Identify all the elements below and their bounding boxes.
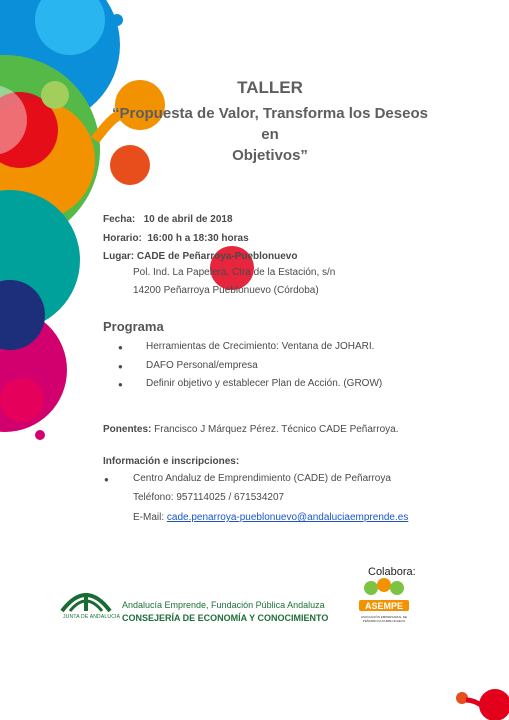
asempe-logo: [357, 578, 411, 618]
bullet-icon: ●: [118, 362, 123, 371]
bullet-icon: ●: [118, 380, 123, 389]
lugar-row: [103, 251, 297, 262]
ponentes-label: Ponentes:: [103, 424, 152, 435]
andalucia-emprende-text: Andalucía Emprende, Fundación Pública Andaluza: [122, 600, 325, 610]
horario-row: [103, 233, 249, 244]
consejeria-text: CONSEJERÍA DE ECONOMÍA Y CONOCIMIENTO: [122, 613, 329, 623]
fecha-label: Fecha:: [103, 214, 136, 225]
programa-item: Definir objetivo y establecer Plan de Acción. (GROW): [146, 378, 383, 389]
programa-item: DAFO Personal/empresa: [146, 360, 258, 371]
info-heading-text: Información e inscripciones:: [103, 456, 240, 467]
colabora-label: Colabora:: [368, 566, 416, 578]
junta-andalucia-logo: [58, 585, 114, 617]
programa-item: Herramientas de Crecimiento: Ventana de JOHARI.: [146, 341, 375, 352]
email-label: E-Mail:: [133, 512, 165, 523]
email-link[interactable]: cade.penarroya-pueblonuevo@andaluciaemprende.es: [166, 512, 409, 523]
asempe-subtitle: ASOCIACIÓN EMPRESARIAL DE PEÑARROYA-PUEBLONUEVO: [361, 615, 407, 623]
asempe-logo-text: ASEMPE: [364, 601, 404, 611]
info-telefono: Teléfono: 957114025 / 671534207: [133, 492, 285, 503]
bullet-icon: ●: [104, 475, 109, 484]
fecha-row: [103, 214, 233, 225]
address-line-1: Pol. Ind. La Papelera, Ctra de la Estación, s/n: [133, 267, 336, 278]
bullet-icon: ●: [118, 343, 123, 352]
subtitle-line-1: “Propuesta de Valor, Transforma los Deseos en: [112, 105, 428, 143]
ponentes-value: Francisco J Márquez Pérez. Técnico CADE Peñarroya.: [154, 424, 399, 435]
lugar-value: CADE de Peñarroya-Pueblonuevo: [136, 251, 298, 262]
junta-logo-text: JUNTA DE ANDALUCIA: [63, 614, 121, 620]
decor-bubble-lime: [41, 81, 69, 109]
info-email-row: [133, 512, 408, 523]
info-centro: Centro Andaluz de Emprendimiento (CADE) de Peñarroya: [133, 473, 391, 484]
page-title: TALLER: [237, 78, 303, 97]
address-line-2: 14200 Peñarroya Pueblonuevo (Córdoba): [133, 285, 319, 296]
decor-circle-pink: [0, 378, 44, 422]
ponentes-row: [103, 424, 398, 435]
programa-heading: Programa: [103, 319, 164, 334]
lugar-label: Lugar:: [103, 251, 135, 262]
fecha-value: 10 de abril de 2018: [143, 214, 233, 225]
subtitle-line-2: Objetivos”: [232, 147, 308, 164]
horario-value: 16:00 h a 18:30 horas: [147, 233, 249, 244]
horario-label: Horario:: [103, 233, 142, 244]
decor-dot-magenta: [35, 430, 45, 440]
info-heading: [103, 456, 239, 467]
page-subtitle: [110, 103, 430, 166]
decor-dot-blue: [111, 14, 123, 26]
